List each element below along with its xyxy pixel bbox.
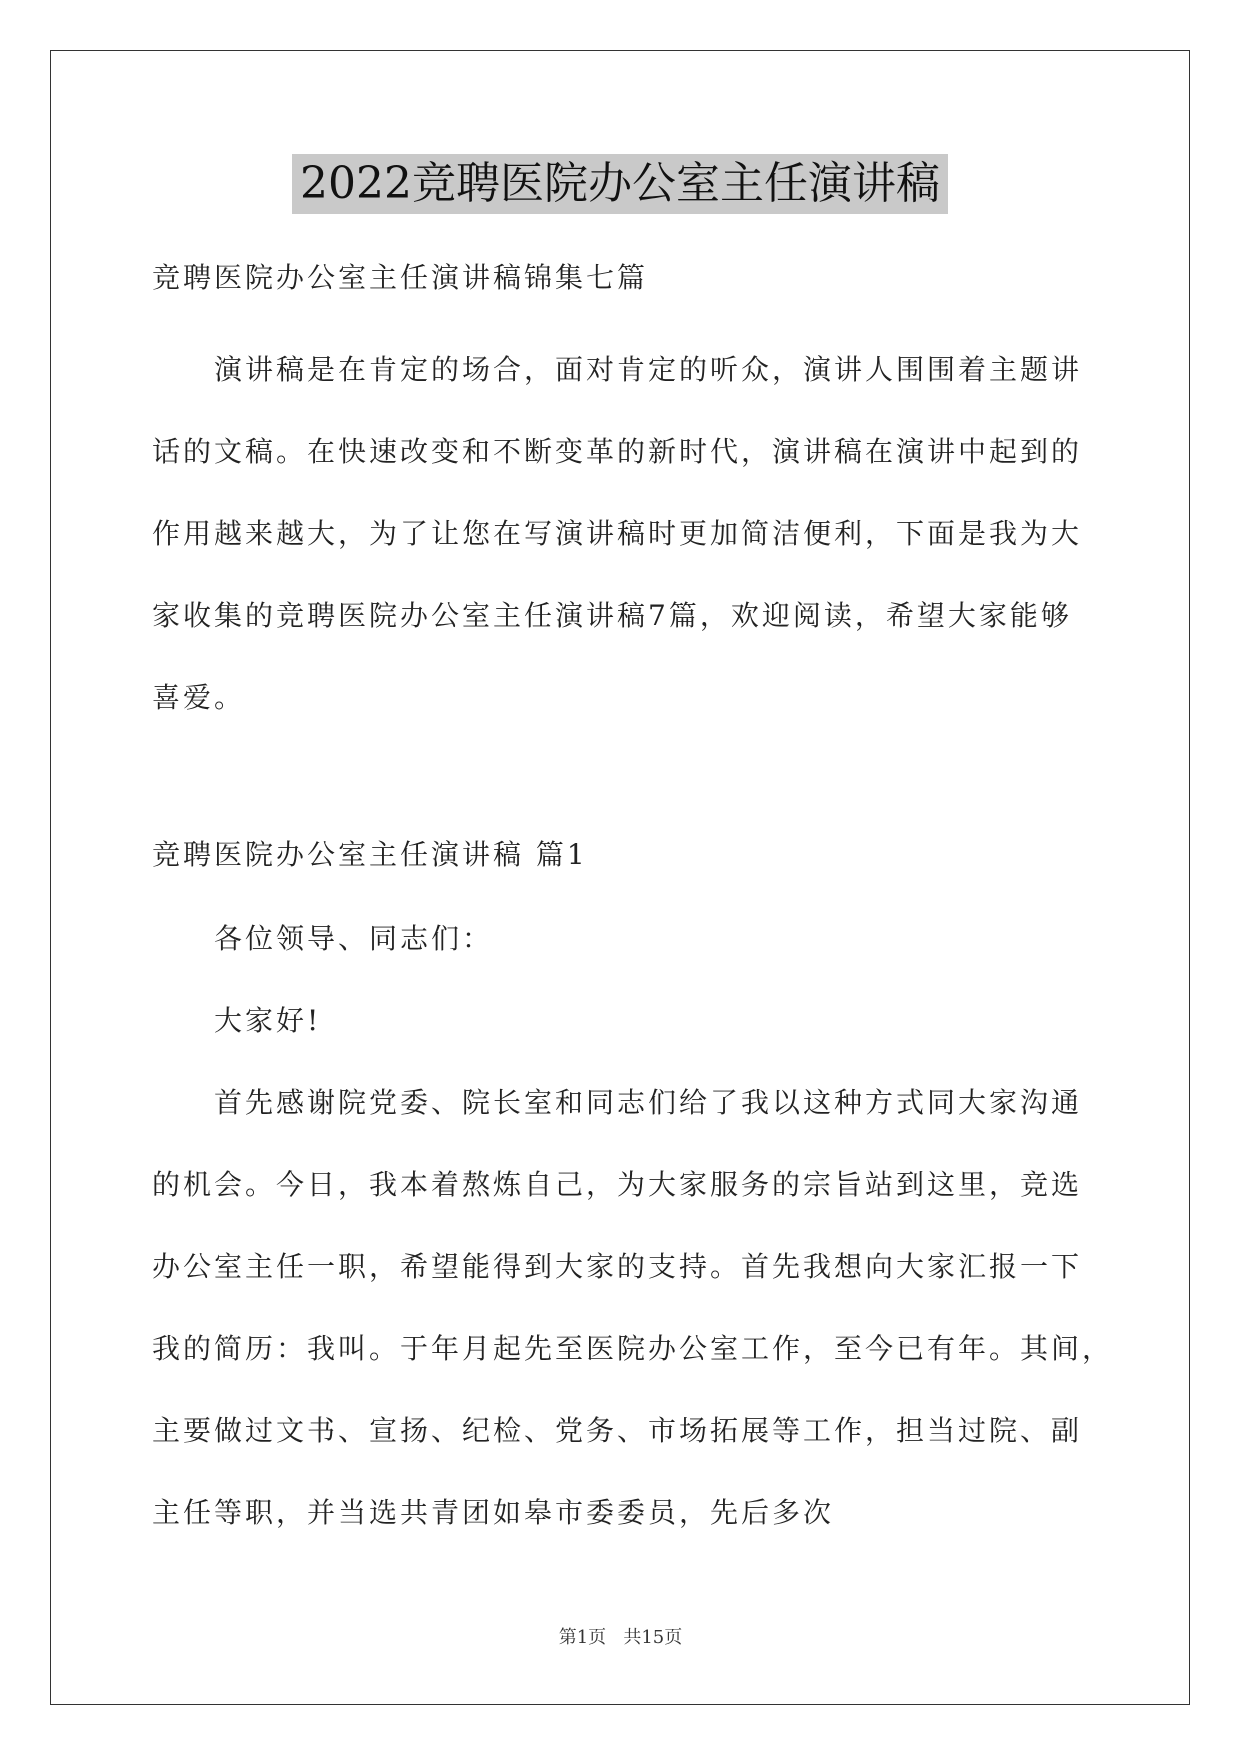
intro-line: 喜爱。: [152, 681, 246, 714]
body-line: 的机会。今日，我本着熬炼自己，为大家服务的宗旨站到这里，竞选: [152, 1168, 1083, 1201]
intro-line: 话的文稿。在快速改变和不断变革的新时代，演讲稿在演讲中起到的: [152, 435, 1083, 468]
body-line: 首先感谢院党委、院长室和同志们给了我以这种方式同大家沟通: [214, 1086, 1083, 1119]
page-border: [50, 50, 1190, 1705]
intro-line: 演讲稿是在肯定的场合，面对肯定的听众，演讲人围围着主题讲: [214, 353, 1083, 386]
document-subtitle: 竞聘医院办公室主任演讲稿锦集七篇: [152, 261, 649, 294]
body-line: 主要做过文书、宣扬、纪检、党务、市场拓展等工作，担当过院、副: [152, 1414, 1083, 1447]
intro-line: 家收集的竞聘医院办公室主任演讲稿7篇，欢迎阅读，希望大家能够: [152, 599, 1072, 632]
body-line: 办公室主任一职，希望能得到大家的支持。首先我想向大家汇报一下: [152, 1250, 1083, 1283]
document-title: 2022竞聘医院办公室主任演讲稿: [292, 154, 948, 214]
intro-line: 作用越来越大，为了让您在写演讲稿时更加简洁便利，下面是我为大: [152, 517, 1083, 550]
hello-line: 大家好!: [214, 1004, 322, 1037]
body-line: 主任等职，并当选共青团如皋市委委员，先后多次: [152, 1496, 835, 1529]
greeting-line: 各位领导、同志们：: [214, 922, 494, 955]
page-number-footer: 第1页 共15页: [558, 1627, 683, 1648]
section-heading: 竞聘医院办公室主任演讲稿 篇1: [152, 838, 588, 871]
body-line: 我的简历：我叫。于年月起先至医院办公室工作，至今已有年。其间，: [152, 1332, 1114, 1365]
